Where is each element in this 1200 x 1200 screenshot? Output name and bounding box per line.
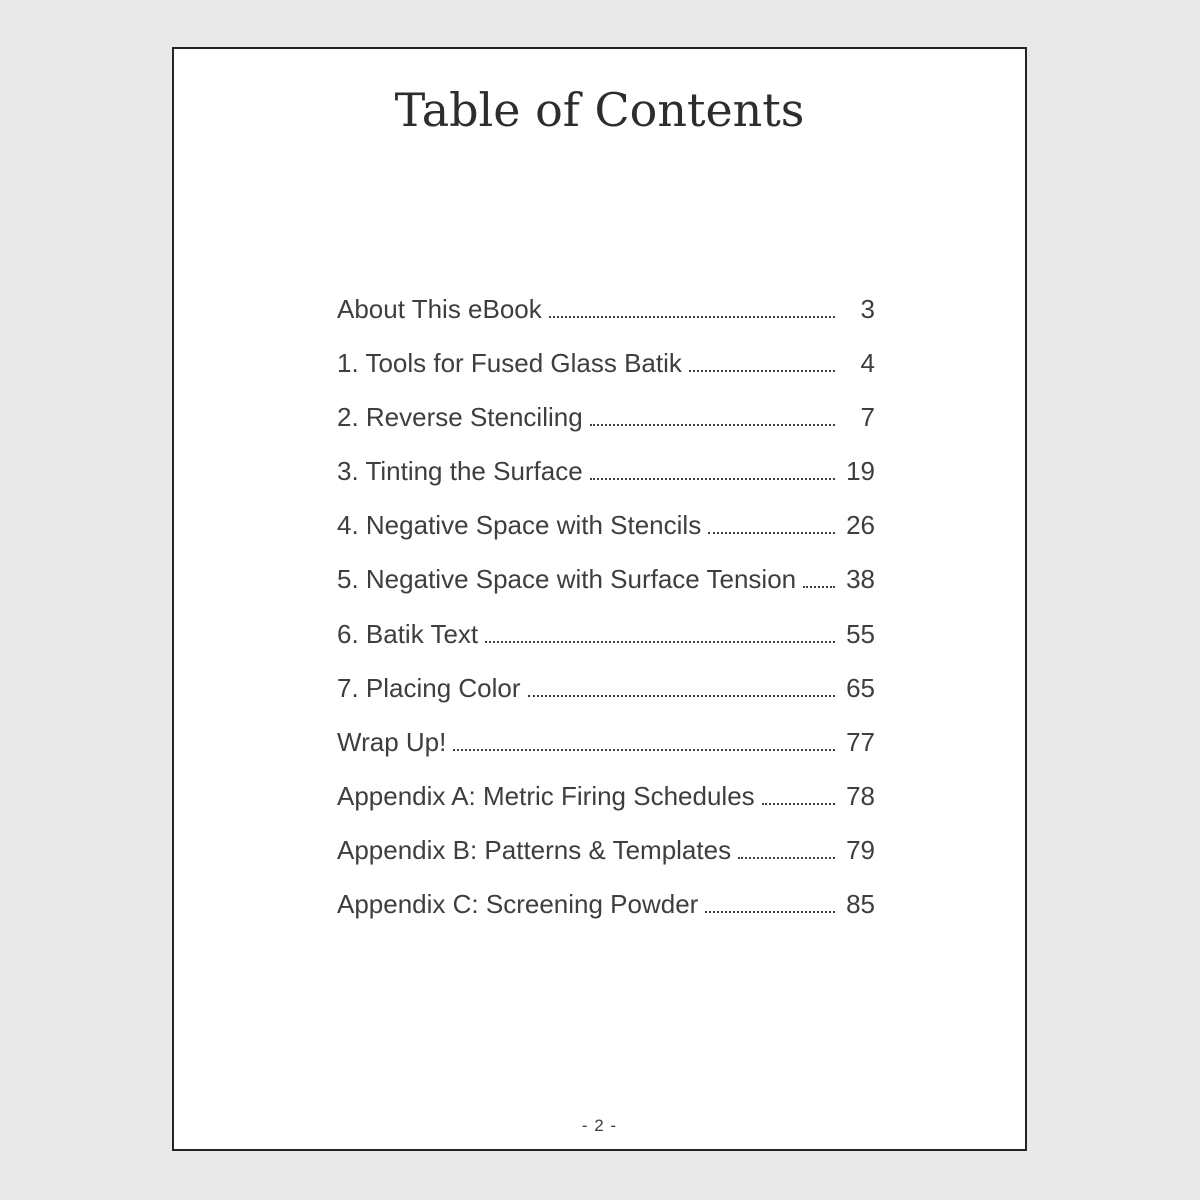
page-title: Table of Contents: [394, 83, 805, 137]
toc-dot-leader: [705, 911, 835, 913]
toc-entry-page-number: 77: [846, 726, 875, 757]
toc-entry: [337, 294, 875, 348]
toc-entry: [337, 402, 875, 456]
toc-list: [337, 294, 875, 943]
toc-entry: [337, 456, 875, 510]
toc-entry: [337, 889, 875, 943]
toc-dot-leader: [528, 695, 835, 697]
toc-entry-label: 3. Tinting the Surface: [337, 456, 583, 487]
toc-entry-page-number: 19: [846, 456, 875, 487]
toc-entry: [337, 781, 875, 835]
toc-dot-leader: [708, 532, 835, 534]
toc-entry: [337, 619, 875, 673]
toc-entry: [337, 510, 875, 564]
toc-entry-page-number: 7: [860, 402, 875, 433]
toc-entry-page-number: 79: [846, 834, 875, 865]
toc-entry-label: 7. Placing Color: [337, 672, 521, 703]
toc-dot-leader: [453, 749, 835, 751]
toc-entry: [337, 835, 875, 889]
toc-entry-label: 5. Negative Space with Surface Tension: [337, 564, 797, 595]
toc-dot-leader: [738, 857, 835, 859]
toc-dot-leader: [762, 803, 835, 805]
toc-entry-label: Wrap Up!: [337, 726, 447, 757]
toc-entry: [337, 564, 875, 618]
toc-entry-label: 4. Negative Space with Stencils: [337, 510, 702, 541]
toc-entry-page-number: 85: [846, 889, 875, 920]
toc-entry-page-number: 78: [846, 780, 875, 811]
toc-entry-page-number: 3: [860, 294, 875, 324]
toc-entry-label: Appendix A: Metric Firing Schedules: [337, 780, 755, 811]
toc-dot-leader: [590, 424, 835, 426]
toc-entry-page-number: 4: [860, 348, 875, 379]
toc-dot-leader: [485, 641, 835, 643]
toc-entry-page-number: 65: [846, 672, 875, 703]
document-page: [172, 47, 1027, 1151]
toc-entry: [337, 673, 875, 727]
toc-entry: [337, 348, 875, 402]
toc-entry-label: About This eBook: [337, 294, 542, 324]
toc-dot-leader: [549, 316, 835, 318]
page-number-footer: - 2 -: [581, 1116, 618, 1135]
toc-entry-page-number: 26: [846, 510, 875, 541]
toc-dot-leader: [803, 586, 835, 588]
toc-dot-leader: [689, 370, 835, 372]
toc-entry-label: Appendix C: Screening Powder: [337, 889, 699, 920]
toc-entry-label: 1. Tools for Fused Glass Batik: [337, 348, 682, 379]
toc-entry-label: 2. Reverse Stenciling: [337, 402, 583, 433]
toc-entry-page-number: 38: [846, 564, 875, 595]
toc-entry-label: Appendix B: Patterns & Templates: [337, 834, 732, 865]
toc-entry-page-number: 55: [846, 618, 875, 649]
toc-entry-label: 6. Batik Text: [337, 618, 479, 649]
toc-dot-leader: [590, 478, 835, 480]
toc-entry: [337, 727, 875, 781]
